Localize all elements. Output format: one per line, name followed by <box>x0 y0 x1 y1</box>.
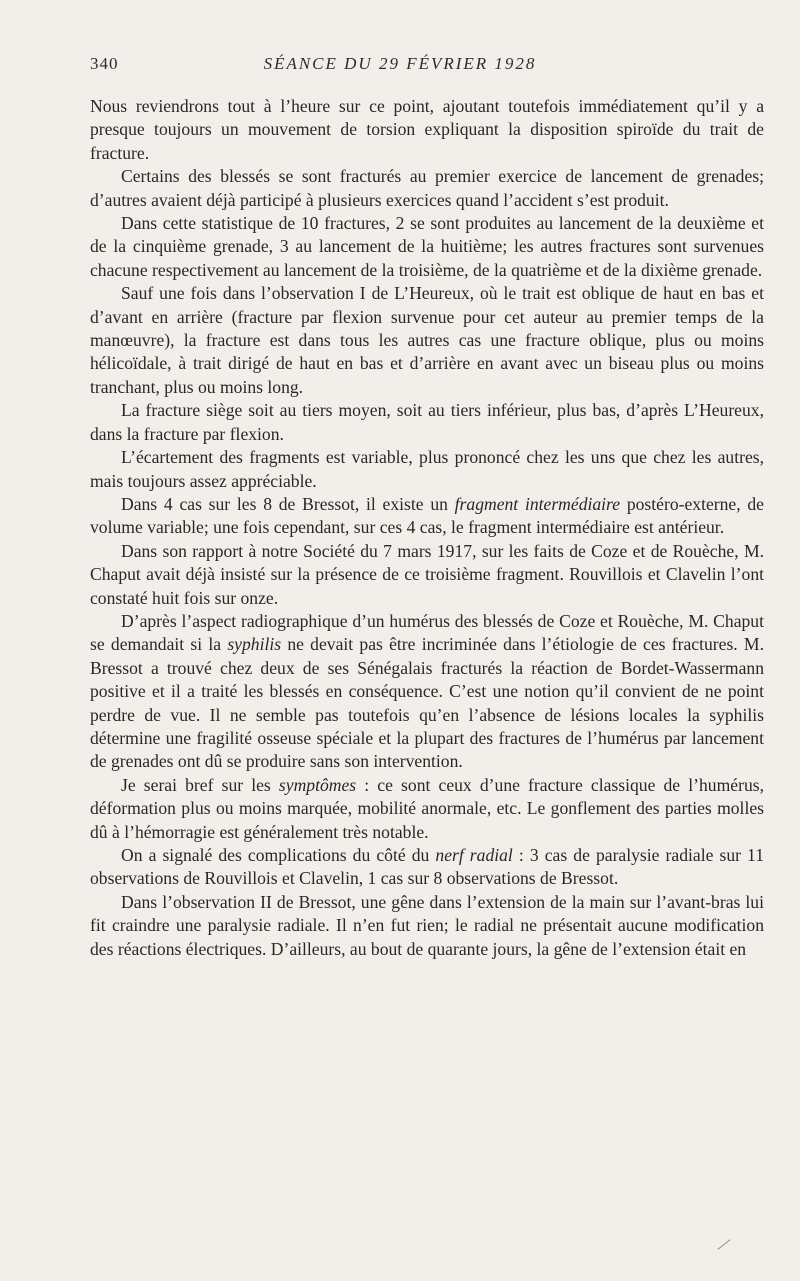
paragraph-p8 <box>90 540 764 610</box>
text-segment: Je serai bref sur les <box>121 774 279 795</box>
paragraph-p3 <box>90 212 764 282</box>
text-segment: : ce sont ceux d’une fracture classique de l’humérus, déformation plus ou moins marquée, mobilité anormale, etc. Le gonflement des parties molles dû à l’hémorragie est généralement très notable. <box>90 774 764 842</box>
italic-term: fragment intermédiaire <box>454 493 621 514</box>
paragraph-p10 <box>90 774 764 844</box>
paragraph-p9 <box>90 610 764 774</box>
body-text <box>90 95 764 961</box>
paragraph-p7 <box>90 493 764 540</box>
running-head <box>90 54 710 80</box>
text-segment: Sauf une fois dans l’observation I de L’Heureux, où le trait est oblique de haut en bas et d’avant en arrière (fracture par flexion survenue pour cet auteur au premier temps de la manœuvre), la fracture est dans tous les autres cas une fracture oblique, plus ou moins hélicoïdale, à trait dirigé de haut en bas et d’arrière en avant avec un biseau plus ou moins tranchant, plus ou moins long. <box>90 283 764 397</box>
page-number: 340 <box>90 54 119 73</box>
paragraph-p11 <box>90 844 764 891</box>
text-segment: D’après l’aspect radiographique d’un humérus des blessés de Coze et Rouèche, M. Chaput se demandait si la <box>90 610 764 655</box>
paragraph-p5 <box>90 399 764 446</box>
text-segment: : 3 cas de paralysie radiale sur 11 observations de Rouvillois et Clavelin, 1 cas sur 8 observations de Bressot. <box>90 845 764 889</box>
text-segment: Dans son rapport à notre Société du 7 mars 1917, sur les faits de Coze et de Rouèche, M. Chaput avait déjà insisté sur la présence de ce troisième fragment. Rouvillois et Clavelin l’ont constaté huit fois sur onze. <box>90 540 764 608</box>
text-segment: La fracture siège soit au tiers moyen, soit au tiers inférieur, plus bas, d’après L’Heureux, dans la fracture par flexion. <box>90 400 764 444</box>
running-title: SÉANCE DU 29 FÉVRIER 1928 <box>263 54 537 73</box>
text-segment: postéro-externe, de volume variable; une fois cependant, sur ces 4 cas, le fragment intermédiaire est antérieur. <box>90 493 764 538</box>
italic-term: nerf radial <box>435 845 513 865</box>
paragraph-p2 <box>90 165 764 212</box>
text-segment: ne devait pas être incriminée dans l’étiologie de ces fractures. M. Bressot a trouvé chez deux de ses Sénégalais fracturés la réaction de Bordet-Wassermann positive et il a traité les blessés en conséquence. C’est une notion qu’il convient de ne point perdre de vue. Il ne semble pas toutefois qu’en l’absence de lésions locales la syphilis détermine une fragilité osseuse spéciale et la plupart des fractures de l’humérus par lancement de grenades ont dû se produire sans son intervention. <box>90 634 764 772</box>
text-segment: L’écartement des fragments est variable, plus prononcé chez les uns que chez les autres, mais toujours assez appréciable. <box>90 447 764 491</box>
italic-term: symptômes <box>278 774 357 795</box>
text-segment: Certains des blessés se sont fracturés au premier exercice de lancement de grenades; d’autres avaient déjà participé à plusieurs exercices quand l’accident s’est produit. <box>90 166 764 210</box>
text-segment: Dans l’observation II de Bressot, une gêne dans l’extension de la main sur l’avant-bras lui fit craindre une paralysie radiale. Il n’en fut rien; le radial ne présentait aucune modification des réactions électriques. D’ailleurs, au bout de quarante jours, la gêne de l’extension était en <box>90 891 764 959</box>
paragraph-p12 <box>90 891 764 961</box>
text-segment: On a signalé des complications du côté du <box>121 845 436 865</box>
paragraph-p4 <box>90 282 764 399</box>
italic-term: syphilis <box>227 634 282 655</box>
text-segment: Nous reviendrons tout à l’heure sur ce point, ajoutant toutefois immédiatement qu’il y a presque toujours un mouvement de torsion expliquant la disposition spiroïde du trait de fracture. <box>90 96 764 163</box>
paragraph-p1 <box>90 95 764 165</box>
paragraph-p6 <box>90 446 764 493</box>
text-segment: Dans 4 cas sur les 8 de Bressot, il existe un <box>121 493 455 514</box>
pencil-mark <box>717 1239 730 1250</box>
text-segment: Dans cette statistique de 10 fractures, 2 se sont produites au lancement de la deuxième et de la cinquième grenade, 3 au lancement de la huitième; les autres fractures sont survenues chacune respectivement au lancement de la troisième, de la quatrième et de la dixième grenade. <box>90 213 764 280</box>
